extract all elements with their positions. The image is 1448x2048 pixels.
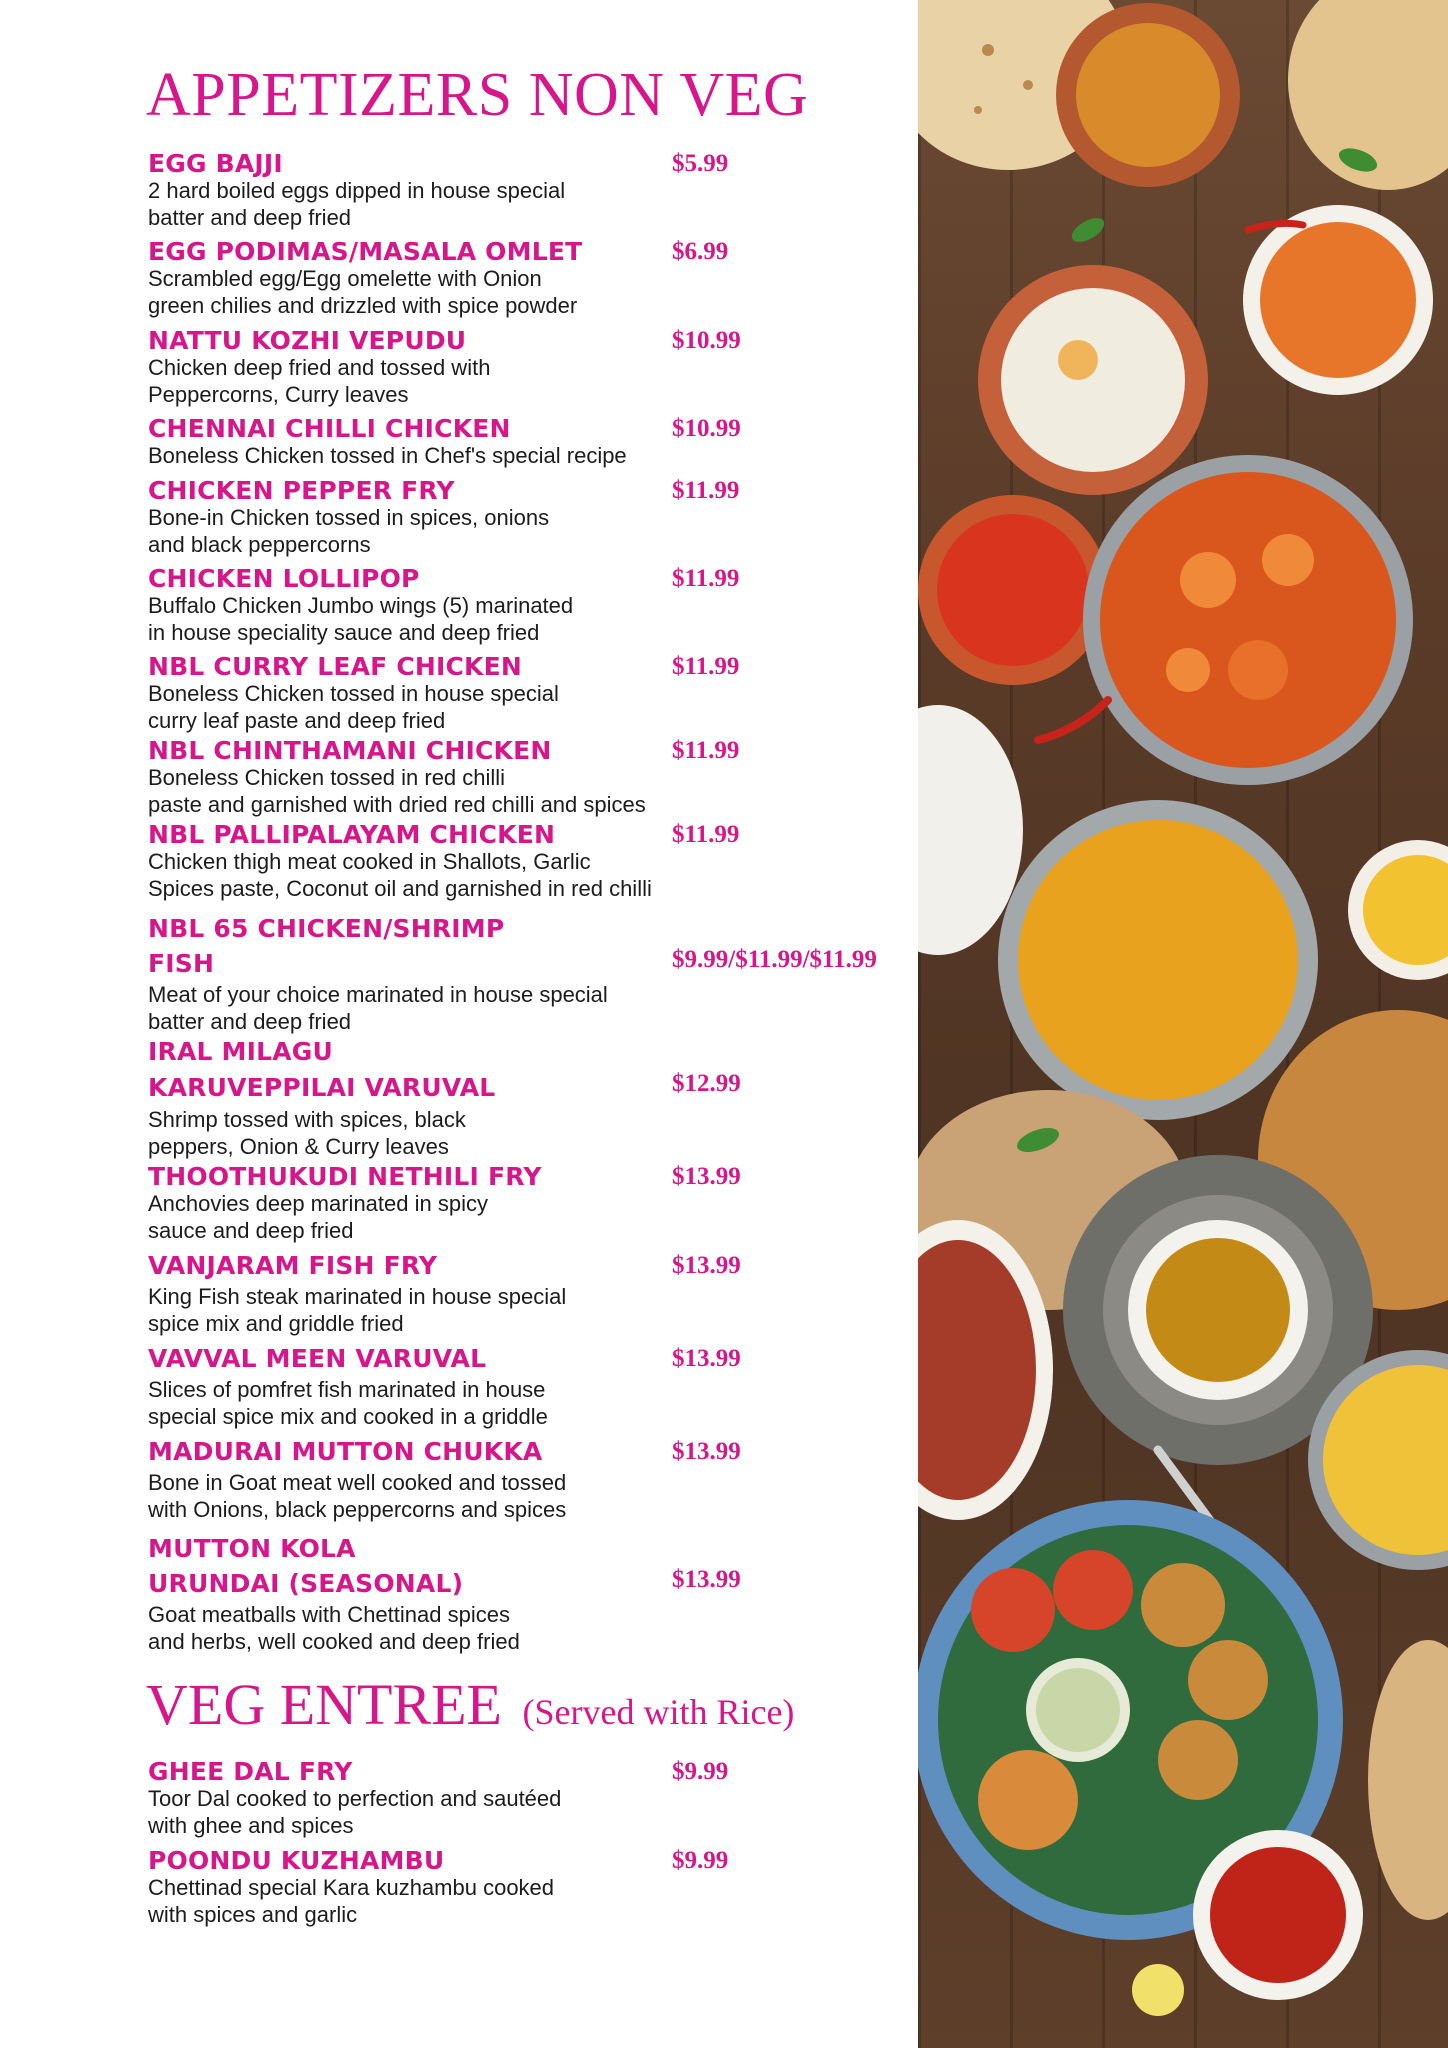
item-description: Chettinad special Kara kuzhambu cooked with spices and garlic bbox=[148, 1875, 555, 1927]
item-description: Shrimp tossed with spices, black peppers, Onion & Curry leaves bbox=[148, 1107, 466, 1159]
item-name: IRAL MILAGU KARUVEPPILAI VARUVAL bbox=[148, 1037, 496, 1102]
item-price: $11.99 bbox=[672, 737, 740, 764]
item-name: NBL 65 CHICKEN/SHRIMP FISH bbox=[148, 914, 505, 978]
item-name: GHEE DAL FRY bbox=[148, 1757, 353, 1786]
item-name: EGG BAJJI bbox=[148, 149, 283, 178]
item-price: $9.99 bbox=[672, 1758, 729, 1785]
item-price: $10.99 bbox=[672, 415, 741, 442]
item-description: Chicken deep fried and tossed with Peppercorns, Curry leaves bbox=[148, 355, 491, 407]
item-description: Chicken thigh meat cooked in Shallots, Garlic Spices paste, Coconut oil and garnished in red chilli bbox=[148, 849, 652, 901]
menu-item bbox=[148, 653, 908, 734]
menu-item bbox=[148, 327, 908, 408]
item-price: $13.99 bbox=[672, 1438, 741, 1465]
food-spread-photo bbox=[918, 0, 1448, 2048]
menu-item bbox=[148, 1163, 908, 1244]
menu-item bbox=[148, 565, 908, 646]
menu-item bbox=[148, 415, 908, 469]
item-price: $10.99 bbox=[672, 327, 741, 354]
menu-item bbox=[148, 911, 908, 1035]
item-description: Scrambled egg/Egg omelette with Onion green chilies and drizzled with spice powder bbox=[148, 266, 578, 318]
item-name: MUTTON KOLA URUNDAI (SEASONAL) bbox=[148, 1534, 464, 1598]
item-price: $13.99 bbox=[672, 1163, 741, 1190]
item-name: VAVVAL MEEN VARUVAL bbox=[148, 1344, 487, 1373]
item-price: $5.99 bbox=[672, 150, 729, 177]
item-name: NBL CURRY LEAF CHICKEN bbox=[148, 652, 523, 681]
item-description: Boneless Chicken tossed in Chef's special recipe bbox=[148, 443, 627, 468]
item-price: $13.99 bbox=[672, 1252, 741, 1279]
menu-item bbox=[148, 737, 908, 818]
menu-item bbox=[148, 821, 908, 902]
menu-item bbox=[148, 1531, 908, 1655]
item-name: NBL PALLIPALAYAM CHICKEN bbox=[148, 820, 556, 849]
menu-item bbox=[148, 150, 908, 231]
item-price: $9.99/$11.99/$11.99 bbox=[672, 946, 877, 973]
item-description: King Fish steak marinated in house special spice mix and griddle fried bbox=[148, 1284, 567, 1336]
item-price: $6.99 bbox=[672, 238, 729, 265]
item-name: EGG PODIMAS/MASALA OMLET bbox=[148, 237, 583, 266]
item-price: $11.99 bbox=[672, 477, 740, 504]
item-description: Bone-in Chicken tossed in spices, onions and black peppercorns bbox=[148, 505, 550, 557]
menu-item bbox=[148, 1758, 908, 1839]
item-price: $11.99 bbox=[672, 821, 740, 848]
item-name: POONDU KUZHAMBU bbox=[148, 1846, 445, 1875]
menu-item bbox=[148, 1438, 908, 1523]
item-name: MADURAI MUTTON CHUKKA bbox=[148, 1437, 543, 1466]
item-name: VANJARAM FISH FRY bbox=[148, 1251, 438, 1280]
veg-entree-title: VEG ENTREE bbox=[146, 1672, 502, 1737]
item-description: Buffalo Chicken Jumbo wings (5) marinated in house speciality sauce and deep fried bbox=[148, 593, 574, 645]
item-description: Goat meatballs with Chettinad spices and herbs, well cooked and deep fried bbox=[148, 1602, 520, 1654]
item-name: NATTU KOZHI VEPUDU bbox=[148, 326, 467, 355]
item-name: CHICKEN LOLLIPOP bbox=[148, 564, 420, 593]
item-description: Bone in Goat meat well cooked and tossed with Onions, black peppercorns and spices bbox=[148, 1470, 567, 1522]
item-name: NBL CHINTHAMANI CHICKEN bbox=[148, 736, 552, 765]
menu-item bbox=[148, 1345, 908, 1430]
item-price: $11.99 bbox=[672, 565, 740, 592]
item-price: $12.99 bbox=[672, 1070, 741, 1097]
item-description: Boneless Chicken tossed in red chilli paste and garnished with dried red chilli and spices bbox=[148, 765, 646, 817]
item-name: CHENNAI CHILLI CHICKEN bbox=[148, 414, 511, 443]
item-description: Boneless Chicken tossed in house special curry leaf paste and deep fried bbox=[148, 681, 559, 733]
section-title-appetizers: APPETIZERS NON VEG bbox=[146, 61, 809, 129]
menu-item bbox=[148, 1252, 908, 1337]
menu-item bbox=[148, 238, 908, 319]
item-price: $13.99 bbox=[672, 1345, 741, 1372]
item-price: $13.99 bbox=[672, 1566, 741, 1593]
item-description: Slices of pomfret fish marinated in house special spice mix and cooked in a griddle bbox=[148, 1377, 548, 1429]
menu-item bbox=[148, 477, 908, 558]
veg-entree-subtitle: (Served with Rice) bbox=[522, 1692, 795, 1732]
item-name: CHICKEN PEPPER FRY bbox=[148, 476, 455, 505]
item-description: Anchovies deep marinated in spicy sauce and deep fried bbox=[148, 1191, 488, 1243]
item-description: Toor Dal cooked to perfection and sautéed with ghee and spices bbox=[148, 1786, 562, 1838]
item-price: $9.99 bbox=[672, 1847, 729, 1874]
item-price: $11.99 bbox=[672, 653, 740, 680]
menu-item bbox=[148, 1847, 908, 1928]
item-name: THOOTHUKUDI NETHILI FRY bbox=[148, 1162, 542, 1191]
food-illustration bbox=[918, 0, 1448, 2048]
menu-item bbox=[148, 1034, 908, 1160]
item-description: 2 hard boiled eggs dipped in house special batter and deep fried bbox=[148, 178, 566, 230]
section-title-veg-entree bbox=[146, 1672, 795, 1737]
item-description: Meat of your choice marinated in house special batter and deep fried bbox=[148, 982, 608, 1034]
